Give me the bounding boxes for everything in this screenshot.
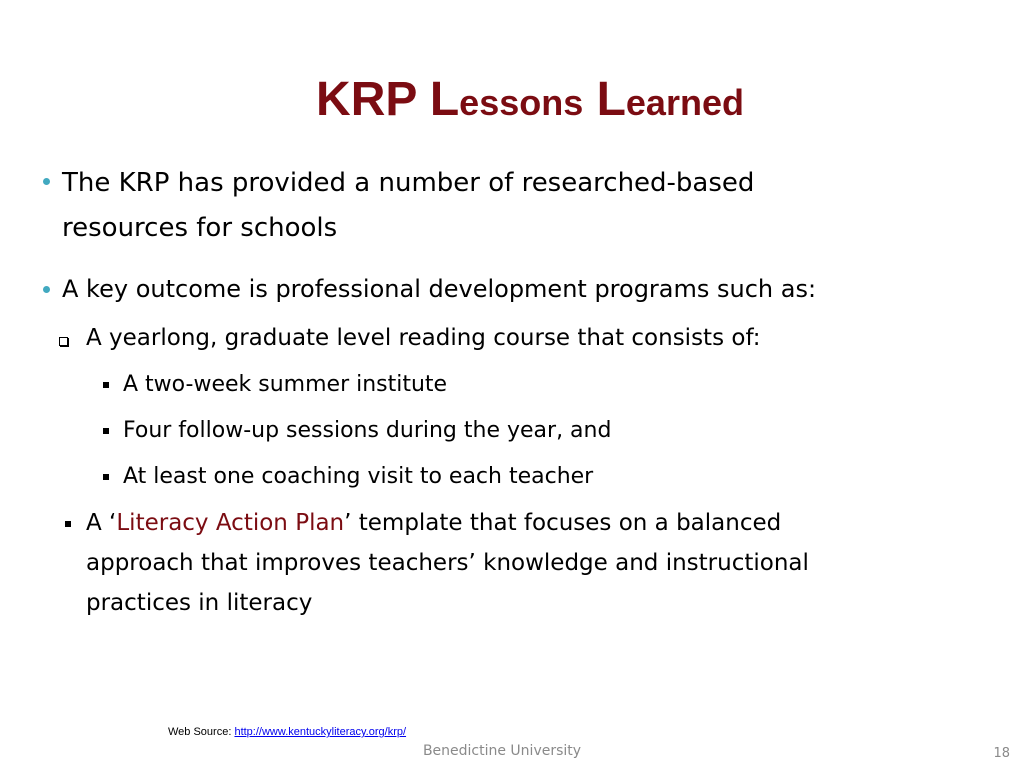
hollow-box-bullet-icon [59,337,68,346]
title-part1-small: essons [459,82,584,123]
bullet-4-1: A two-week summer institute [123,372,448,397]
bullet-dot-icon [43,178,50,185]
bullet-4-2: Four follow-up sessions during the year, and [123,418,612,443]
web-source [168,725,406,739]
bullet-4-3: At least one coaching visit to each teacher [123,464,594,489]
square-bullet-icon [65,521,71,527]
bullet-5-prefix: A ‘ [86,510,117,536]
slide-title [130,70,930,133]
web-source-link[interactable]: http://www.kentuckyliteracy.org/krp/ [234,726,407,738]
organization-footer: Benedictine University [422,743,582,759]
bullet-dot-icon [43,286,50,293]
literacy-action-plan-highlight: Literacy Action Plan [116,510,345,536]
page-number: 18 [993,746,1010,761]
square-bullet-icon [103,474,109,480]
square-bullet-icon [103,428,109,434]
title-part1-big: KRP L [316,73,460,126]
title-part2-small: earned [625,82,744,123]
title-part2-big: L [583,73,626,126]
bullet-5-suffix: ’ template that focuses on a balanced [344,510,782,536]
bullet-3: A yearlong, graduate level reading course that consists of: [86,325,761,351]
bullet-5-line-1 [86,508,781,538]
bullet-1-line-2: resources for schools [62,213,338,243]
bullet-2: A key outcome is professional development programs such as: [62,275,817,303]
bullet-5-line-3: practices in literacy [86,590,313,616]
bullet-5-line-2: approach that improves teachers’ knowledge and instructional [86,550,809,576]
square-bullet-icon [103,382,109,388]
bullet-1-line-1: The KRP has provided a number of researched-based [62,168,755,198]
web-source-label: Web Source: [168,726,235,738]
